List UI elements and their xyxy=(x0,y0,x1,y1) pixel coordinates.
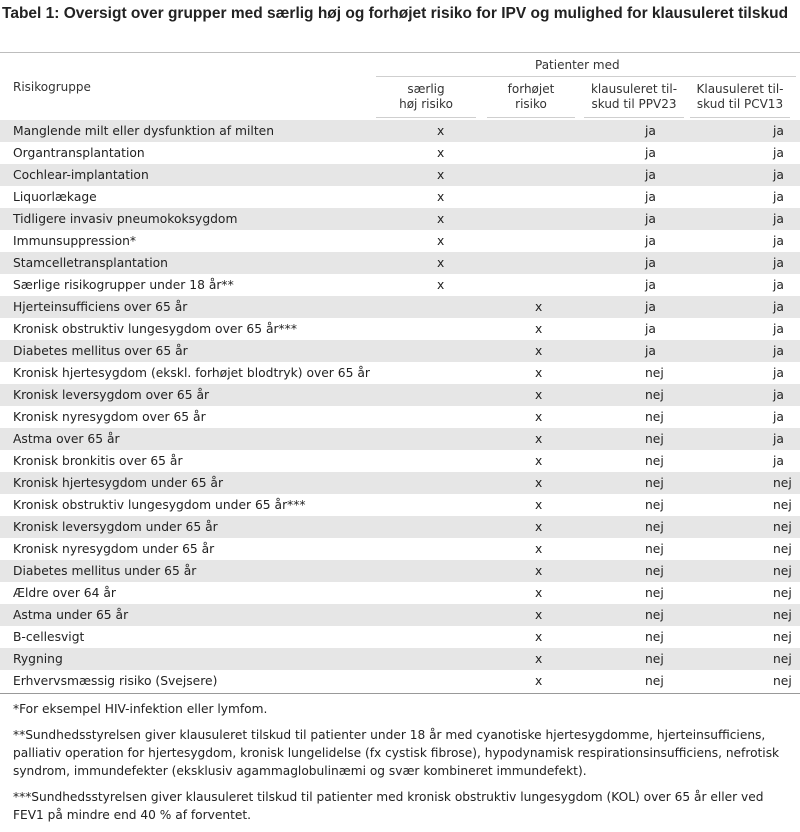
footnote-3: ***Sundhedsstyrelsen giver klausuleret tilskud til patienter med kronisk obstruktiv lungesygdom (KOL) over 65 år eller ved FEV1 på mindre end 40 % af forventet. xyxy=(13,790,764,822)
row-name: Kronisk obstruktiv lungesygdom over 65 år*** xyxy=(13,322,297,336)
table-row xyxy=(0,450,800,472)
header-col1-line1: særlig xyxy=(407,82,445,96)
cell-ppv23: nej xyxy=(645,674,664,688)
cell-pcv13: ja xyxy=(729,428,800,450)
cell-forhoejet-risiko xyxy=(511,164,619,186)
cell-pcv13: ja xyxy=(729,296,800,318)
cell-saerlig-hoej-risiko xyxy=(373,296,511,318)
row-name: Diabetes mellitus under 65 år xyxy=(0,560,373,582)
cell-forhoejet-risiko xyxy=(511,230,619,252)
header-col4-line2: skud til PCV13 xyxy=(696,97,784,111)
cell-saerlig-hoej-risiko xyxy=(373,428,511,450)
cell-pcv13: ja xyxy=(773,454,784,468)
cell-pcv13: ja xyxy=(773,278,784,292)
cell-ppv23: nej xyxy=(619,472,729,494)
cell-forhoejet-risiko: x xyxy=(511,296,619,318)
row-name: Cochlear-implantation xyxy=(0,164,373,186)
table-row xyxy=(0,384,800,406)
cell-saerlig-hoej-risiko xyxy=(373,384,511,406)
cell-saerlig-hoej-risiko: x xyxy=(373,208,511,230)
cell-saerlig-hoej-risiko xyxy=(373,582,511,604)
row-name: Ældre over 64 år xyxy=(13,586,116,600)
row-name: Kronisk hjertesygdom under 65 år xyxy=(0,472,373,494)
cell-pcv13: nej xyxy=(773,542,792,556)
header-top-rule xyxy=(0,52,800,53)
cell-ppv23: ja xyxy=(619,164,729,186)
header-col4-line1: Klausuleret til- xyxy=(696,82,784,96)
cell-ppv23: ja xyxy=(619,252,729,274)
row-name: Kronisk bronkitis over 65 år xyxy=(13,454,183,468)
cell-saerlig-hoej-risiko xyxy=(373,560,511,582)
row-name: Kronisk obstruktiv lungesygdom under 65 år*** xyxy=(13,498,306,512)
cell-saerlig-hoej-risiko xyxy=(373,472,511,494)
row-name: Organtransplantation xyxy=(13,146,145,160)
table-row xyxy=(0,494,800,516)
table-row xyxy=(0,516,800,538)
cell-forhoejet-risiko xyxy=(511,252,619,274)
cell-pcv13: ja xyxy=(773,234,784,248)
cell-forhoejet-risiko xyxy=(511,142,619,164)
cell-forhoejet-risiko: x xyxy=(535,322,543,336)
cell-saerlig-hoej-risiko: x xyxy=(437,146,445,160)
cell-ppv23: ja xyxy=(645,278,656,292)
cell-pcv13: ja xyxy=(729,384,800,406)
table-row xyxy=(0,472,800,494)
cell-forhoejet-risiko: x xyxy=(535,630,543,644)
cell-ppv23: ja xyxy=(619,296,729,318)
header-col2-line1: forhøjet xyxy=(507,82,555,96)
footnote-2: **Sundhedsstyrelsen giver klausuleret tilskud til patienter under 18 år med cyanotiske hjertesygdomme, hjerteinsufficiens, palliativ operation for hjertesygdom, kronisk lungelidelse (fx cystisk fibrose), hypodynamisk respirationsinsufficiens, nefrotisk syndrom, immundefekter (eksklusiv agammaglobulinæmi og svær kombineret immundefekt). xyxy=(13,728,780,778)
cell-pcv13: ja xyxy=(773,366,784,380)
cell-forhoejet-risiko: x xyxy=(535,454,543,468)
row-name: Rygning xyxy=(0,648,373,670)
cell-pcv13: ja xyxy=(729,120,800,142)
cell-ppv23: ja xyxy=(645,146,656,160)
cell-forhoejet-risiko: x xyxy=(535,674,543,688)
table-row xyxy=(0,230,800,252)
cell-pcv13: ja xyxy=(729,208,800,230)
table-row xyxy=(0,604,800,626)
cell-ppv23: nej xyxy=(619,384,729,406)
cell-ppv23: ja xyxy=(645,322,656,336)
cell-pcv13: nej xyxy=(773,586,792,600)
table-row xyxy=(0,340,800,362)
cell-ppv23: ja xyxy=(619,208,729,230)
cell-ppv23: nej xyxy=(645,542,664,556)
row-name: Diabetes mellitus over 65 år xyxy=(0,340,373,362)
table-row xyxy=(0,318,800,340)
header-risikogruppe: Risikogruppe xyxy=(13,80,91,94)
header-col2 xyxy=(487,82,575,112)
cell-forhoejet-risiko: x xyxy=(511,648,619,670)
header-col1-rule xyxy=(376,117,476,118)
header-group-rule xyxy=(376,76,796,77)
cell-saerlig-hoej-risiko: x xyxy=(437,190,445,204)
cell-saerlig-hoej-risiko xyxy=(373,626,511,648)
cell-ppv23: nej xyxy=(645,498,664,512)
row-name: Astma under 65 år xyxy=(0,604,373,626)
row-name: Kronisk leversygdom over 65 år xyxy=(0,384,373,406)
footnotes xyxy=(13,700,793,832)
cell-forhoejet-risiko: x xyxy=(511,516,619,538)
cell-saerlig-hoej-risiko: x xyxy=(373,164,511,186)
table-row xyxy=(0,296,800,318)
cell-pcv13: ja xyxy=(773,322,784,336)
cell-forhoejet-risiko: x xyxy=(511,428,619,450)
row-name: Astma over 65 år xyxy=(0,428,373,450)
table-row xyxy=(0,208,800,230)
row-name: Særlige risikogrupper under 18 år** xyxy=(13,278,234,292)
table-row xyxy=(0,274,800,296)
table-bottom-rule xyxy=(0,693,800,694)
row-name: Kronisk hjertesygdom (ekskl. forhøjet blodtryk) over 65 år xyxy=(13,366,370,380)
table-row xyxy=(0,670,800,692)
risk-table-body xyxy=(0,120,800,692)
table-row xyxy=(0,648,800,670)
cell-forhoejet-risiko: x xyxy=(511,384,619,406)
cell-ppv23: nej xyxy=(645,586,664,600)
cell-pcv13: ja xyxy=(729,252,800,274)
cell-saerlig-hoej-risiko xyxy=(373,450,511,472)
risk-table xyxy=(0,120,800,692)
cell-ppv23: nej xyxy=(619,560,729,582)
cell-saerlig-hoej-risiko xyxy=(373,406,511,428)
header-col3-rule xyxy=(584,117,684,118)
cell-pcv13: nej xyxy=(773,674,792,688)
header-col2-line2: risiko xyxy=(515,97,547,111)
row-name: Liquorlækage xyxy=(13,190,97,204)
row-name: Hjerteinsufficiens over 65 år xyxy=(0,296,373,318)
cell-forhoejet-risiko xyxy=(511,120,619,142)
row-name: Immunsuppression* xyxy=(13,234,137,248)
row-name: Tidligere invasiv pneumokoksygdom xyxy=(0,208,373,230)
row-name: Kronisk nyresygdom over 65 år xyxy=(13,410,206,424)
table-row xyxy=(0,538,800,560)
cell-forhoejet-risiko xyxy=(511,186,619,208)
row-name: Kronisk leversygdom under 65 år xyxy=(0,516,373,538)
cell-ppv23: nej xyxy=(619,516,729,538)
header-col3-line1: klausuleret til- xyxy=(590,82,678,96)
header-group-label: Patienter med xyxy=(535,58,620,72)
cell-saerlig-hoej-risiko xyxy=(373,494,511,516)
cell-ppv23: nej xyxy=(619,428,729,450)
cell-forhoejet-risiko: x xyxy=(511,604,619,626)
cell-saerlig-hoej-risiko: x xyxy=(373,252,511,274)
table-row xyxy=(0,120,800,142)
cell-ppv23: nej xyxy=(645,454,664,468)
cell-saerlig-hoej-risiko xyxy=(373,318,511,340)
cell-ppv23: ja xyxy=(619,120,729,142)
cell-pcv13: nej xyxy=(729,560,800,582)
cell-ppv23: nej xyxy=(645,630,664,644)
header-col1 xyxy=(376,82,476,112)
cell-pcv13: nej xyxy=(729,516,800,538)
table-title: Tabel 1: Oversigt over grupper med særlig høj og forhøjet risiko for IPV og mulighed for klausuleret tilskud xyxy=(2,5,789,22)
cell-forhoejet-risiko: x xyxy=(511,560,619,582)
cell-forhoejet-risiko xyxy=(511,208,619,230)
cell-pcv13: ja xyxy=(773,146,784,160)
cell-ppv23: ja xyxy=(645,190,656,204)
cell-pcv13: ja xyxy=(773,190,784,204)
cell-pcv13: ja xyxy=(773,410,784,424)
cell-ppv23: nej xyxy=(619,648,729,670)
table-row xyxy=(0,142,800,164)
cell-pcv13: nej xyxy=(729,604,800,626)
cell-forhoejet-risiko: x xyxy=(535,498,543,512)
cell-saerlig-hoej-risiko xyxy=(373,670,511,692)
cell-saerlig-hoej-risiko xyxy=(373,648,511,670)
row-name: Stamcelletransplantation xyxy=(0,252,373,274)
cell-saerlig-hoej-risiko xyxy=(373,604,511,626)
cell-saerlig-hoej-risiko xyxy=(373,362,511,384)
row-name: Manglende milt eller dysfunktion af milten xyxy=(0,120,373,142)
cell-ppv23: nej xyxy=(645,366,664,380)
table-row xyxy=(0,362,800,384)
cell-forhoejet-risiko: x xyxy=(535,542,543,556)
cell-saerlig-hoej-risiko: x xyxy=(373,120,511,142)
cell-forhoejet-risiko: x xyxy=(535,366,543,380)
header-col2-rule xyxy=(487,117,575,118)
header-col4 xyxy=(690,82,790,112)
cell-forhoejet-risiko: x xyxy=(535,410,543,424)
cell-pcv13: nej xyxy=(773,498,792,512)
footnote-1: *For eksempel HIV-infektion eller lymfom. xyxy=(13,702,268,716)
cell-ppv23: nej xyxy=(619,604,729,626)
table-row xyxy=(0,582,800,604)
table-row xyxy=(0,428,800,450)
header-col4-rule xyxy=(690,117,790,118)
table-row xyxy=(0,252,800,274)
table-row xyxy=(0,186,800,208)
header-col1-line2: høj risiko xyxy=(399,97,453,111)
table-row xyxy=(0,406,800,428)
cell-saerlig-hoej-risiko: x xyxy=(437,234,445,248)
cell-pcv13: ja xyxy=(729,340,800,362)
table-row xyxy=(0,560,800,582)
cell-pcv13: ja xyxy=(729,164,800,186)
cell-ppv23: ja xyxy=(645,234,656,248)
cell-pcv13: nej xyxy=(729,472,800,494)
cell-forhoejet-risiko: x xyxy=(511,472,619,494)
table-row xyxy=(0,626,800,648)
cell-ppv23: nej xyxy=(645,410,664,424)
cell-pcv13: nej xyxy=(729,648,800,670)
header-col3-line2: skud til PPV23 xyxy=(591,97,677,111)
row-name: Kronisk nyresygdom under 65 år xyxy=(13,542,215,556)
header-col3 xyxy=(584,82,684,112)
cell-forhoejet-risiko: x xyxy=(511,340,619,362)
table-row xyxy=(0,164,800,186)
cell-ppv23: ja xyxy=(619,340,729,362)
cell-saerlig-hoej-risiko xyxy=(373,538,511,560)
cell-forhoejet-risiko xyxy=(511,274,619,296)
cell-saerlig-hoej-risiko xyxy=(373,340,511,362)
cell-saerlig-hoej-risiko: x xyxy=(437,278,445,292)
cell-saerlig-hoej-risiko xyxy=(373,516,511,538)
row-name: B-cellesvigt xyxy=(13,630,85,644)
cell-pcv13: nej xyxy=(773,630,792,644)
row-name: Erhvervsmæssig risiko (Svejsere) xyxy=(13,674,218,688)
cell-forhoejet-risiko: x xyxy=(535,586,543,600)
